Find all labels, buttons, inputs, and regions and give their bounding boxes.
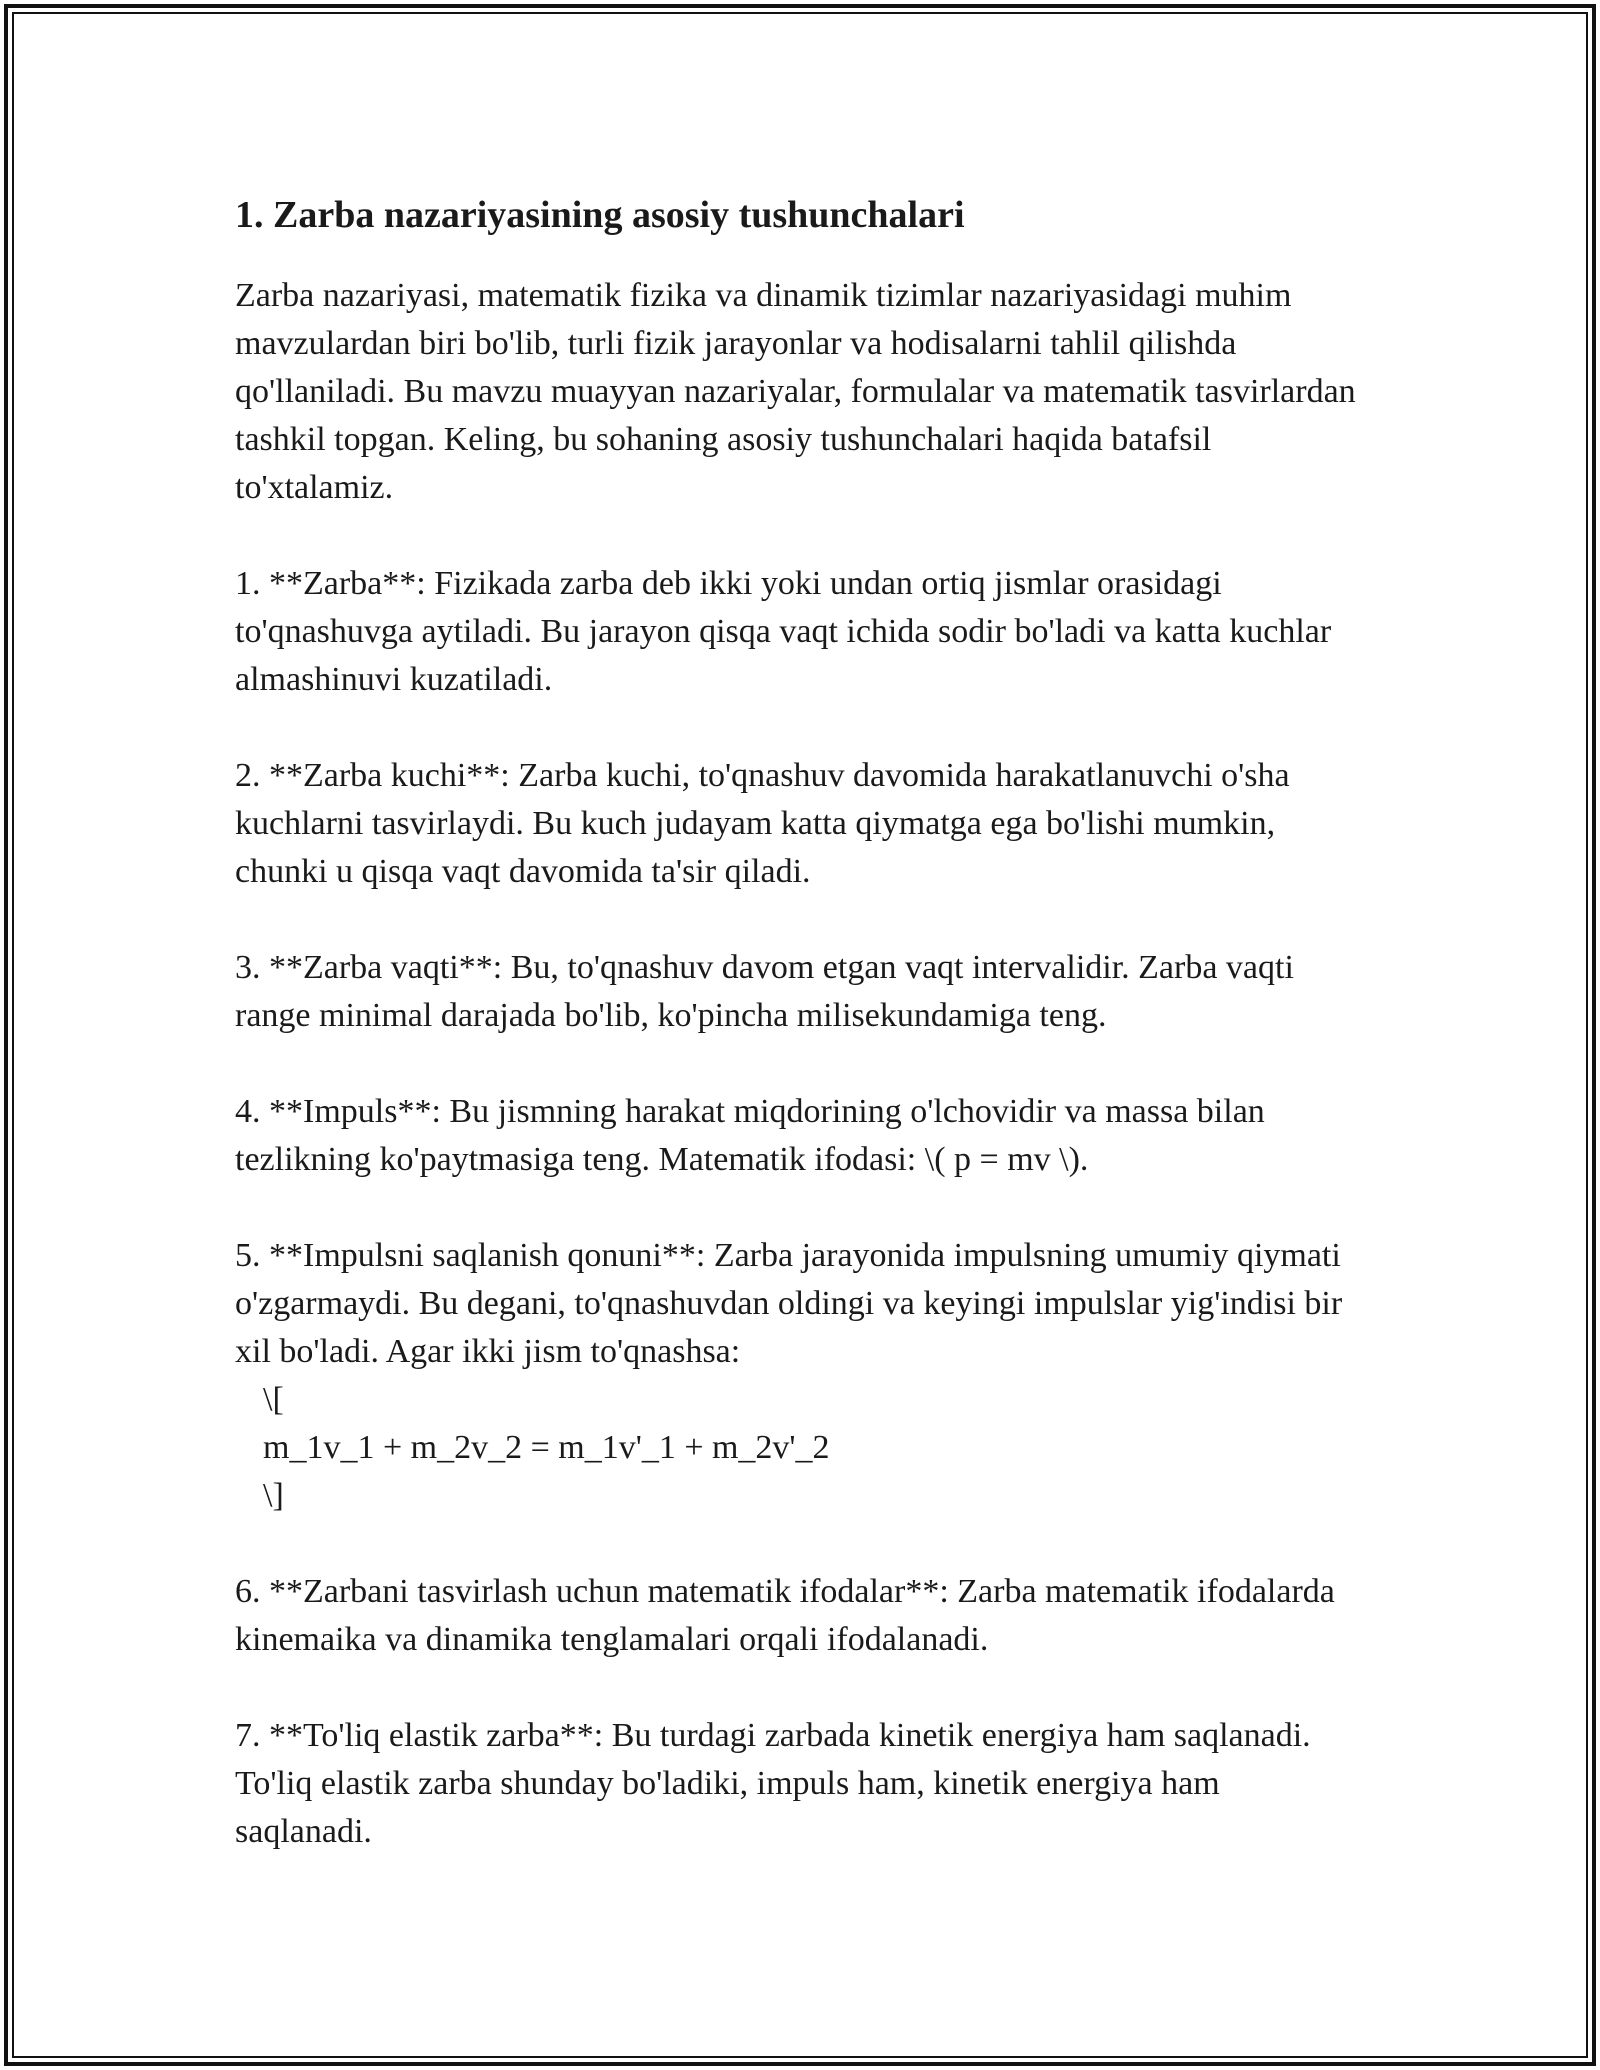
list-item-zarba-kuchi: 2. **Zarba kuchi**: Zarba kuchi, to'qnashuv davomida harakatlanuvchi o'sha kuchlarni tasvirlaydi. Bu kuch judayam katta qiymatga ega bo'lishi mumkin, chunki u qisqa vaqt davomida ta'sir qiladi. <box>235 757 1290 890</box>
equation-open: \[ <box>263 1381 284 1418</box>
list-item-impuls: 4. **Impuls**: Bu jismning harakat miqdorining o'lchovidir va massa bilan tezlikning ko'paytmasiga teng. Matematik ifodasi: \( p = mv \). <box>235 1093 1265 1178</box>
list-item-elastik-zarba: 7. **To'liq elastik zarba**: Bu turdagi zarbada kinetik energiya ham saqlanadi. To'liq elastik zarba shunday bo'ladiki, impuls ham, kinetik energiya ham saqlanadi. <box>235 1717 1311 1850</box>
list-item-text: 5. **Impulsni saqlanish qonuni**: Zarba jarayonida impulsning umumiy qiymati o'zgarmaydi. Bu degani, to'qnashuvdan oldingi va keyingi impulslar yig'indisi bir xil bo'ladi. Agar ikki jism to'qnashsa: <box>235 1237 1343 1370</box>
section-heading: 1. Zarba nazariyasining asosiy tushunchalari <box>235 194 965 236</box>
list-item-zarba-vaqti: 3. **Zarba vaqti**: Bu, to'qnashuv davom etgan vaqt intervalidir. Zarba vaqti range minimal darajada bo'lib, ko'pincha milisekundamiga teng. <box>235 949 1294 1034</box>
intro-paragraph: Zarba nazariyasi, matematik fizika va dinamik tizimlar nazariyasidagi muhim mavzulardan biri bo'lib, turli fizik jarayonlar va hodisalarni tahlil qilishda qo'llaniladi. Bu mavzu muayyan nazariyalar, formulalar va matematik tasvirlardan tashkil topgan. Keling, bu sohaning asosiy tushunchalari haqida batafsil to'xtalamiz. <box>235 277 1356 506</box>
list-item-impulsni-saqlanish <box>235 1232 1365 1520</box>
equation-body: m_1v_1 + m_2v_2 = m_1v'_1 + m_2v'_2 <box>263 1429 830 1466</box>
equation-close: \] <box>263 1477 284 1514</box>
document-body <box>235 186 1365 1904</box>
list-item-zarba: 1. **Zarba**: Fizikada zarba deb ikki yoki undan ortiq jismlar orasidagi to'qnashuvga aytiladi. Bu jarayon qisqa vaqt ichida sodir bo'ladi va katta kuchlar almashinuvi kuzatiladi. <box>235 565 1332 698</box>
list-item-matematik-ifodalar: 6. **Zarbani tasvirlash uchun matematik ifodalar**: Zarba matematik ifodalarda kinemaika va dinamika tenglamalari orqali ifodalanadi. <box>235 1573 1335 1658</box>
